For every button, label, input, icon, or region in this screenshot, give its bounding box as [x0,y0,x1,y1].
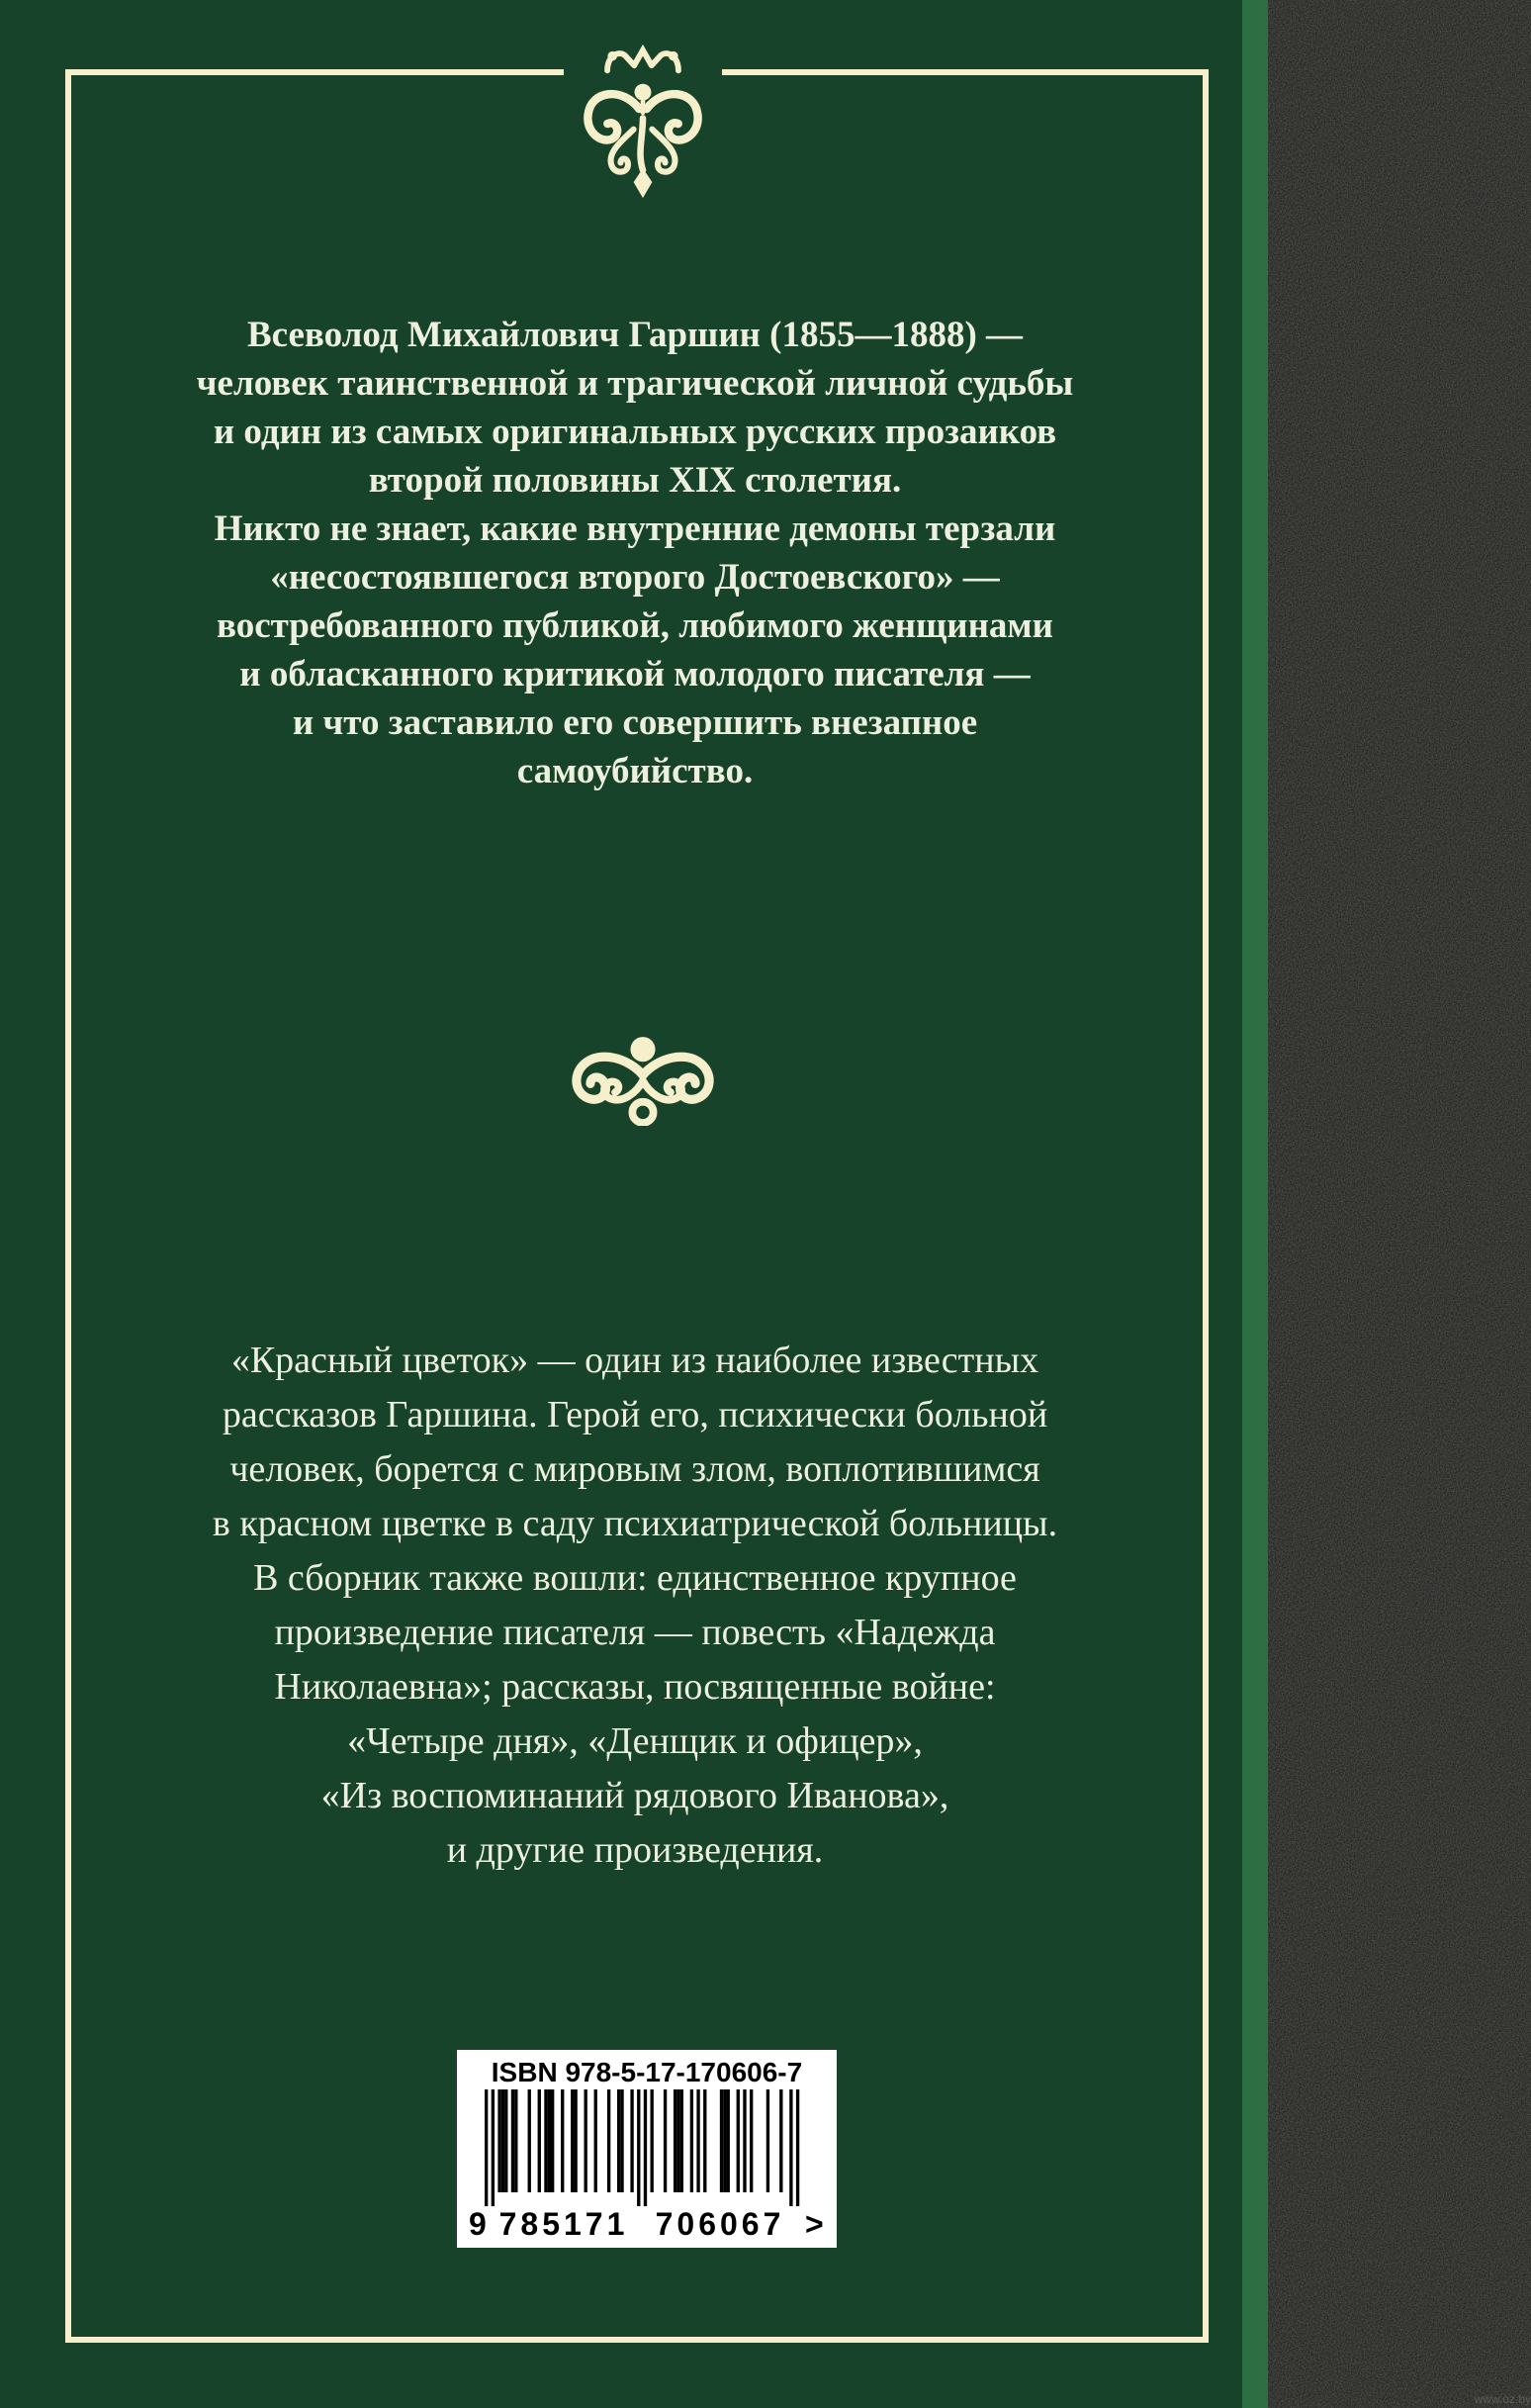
middle-flourish-ornament [562,1033,724,1128]
text-line: и один из самых оригинальных русских прозаиков [213,412,1057,452]
svg-text:>: > [805,2206,824,2240]
top-flourish-ornament [564,42,722,202]
fabric-noise-texture [1268,0,1531,2408]
text-line: и другие произведения. [446,1829,824,1871]
crown-flourish-icon [588,42,697,79]
text-line: В сборник также вошли: единственное крупное [253,1557,1017,1599]
text-line: в красном цветке в саду психиатрической больницы. [212,1503,1058,1544]
text-line: «Четыре дня», «Денщик и офицер», [347,1720,923,1762]
text-line: Никто не знает, какие внутренние демоны терзали [214,509,1056,549]
text-line: и что заставило его совершить внезапное [292,702,978,743]
isbn-label: ISBN 978-5-17-170606-7 [491,2057,803,2087]
author-bio-paragraph [69,311,1201,795]
cover-edge-highlight [1242,0,1268,2408]
text-line: и обласканного критикой молодого писателя — [239,654,1031,695]
text-line: произведение писателя — повесть «Надежда [274,1612,996,1653]
text-line: востребованного публикой, любимого женщинами [217,605,1053,646]
heart-flourish-icon [574,79,712,200]
scroll-flourish-icon [562,1035,724,1126]
svg-text:706067: 706067 [655,2206,785,2240]
barcode-panel [457,2050,837,2248]
text-line: самоубийство. [516,751,754,791]
text-line: «Из воспоминаний рядового Иванова», [320,1775,949,1816]
text-line: Николаевна»; рассказы, посвященные войне: [274,1666,996,1708]
text-line: рассказов Гаршина. Герой его, психически больной [222,1394,1048,1436]
site-watermark: www.oz.by [1474,2392,1531,2406]
text-line: человек таинственной и трагической личной судьбы [196,363,1074,404]
book-spine-texture [1268,0,1531,2408]
text-line: человек, борется с мировым злом, воплотившимся [229,1448,1040,1490]
ean13-barcode [457,2089,837,2245]
svg-text:9: 9 [469,2206,487,2240]
text-line: «Красный цветок» — один из наиболее известных [230,1340,1039,1381]
svg-text:785171: 785171 [498,2206,629,2240]
text-line: «несостоявшегося второго Достоевского» — [270,557,1000,598]
text-line: Всеволод Михайлович Гаршин (1855—1888) — [246,315,1024,355]
text-line: второй половины XIX столетия. [368,460,902,501]
annotation-paragraph [69,1334,1201,1878]
